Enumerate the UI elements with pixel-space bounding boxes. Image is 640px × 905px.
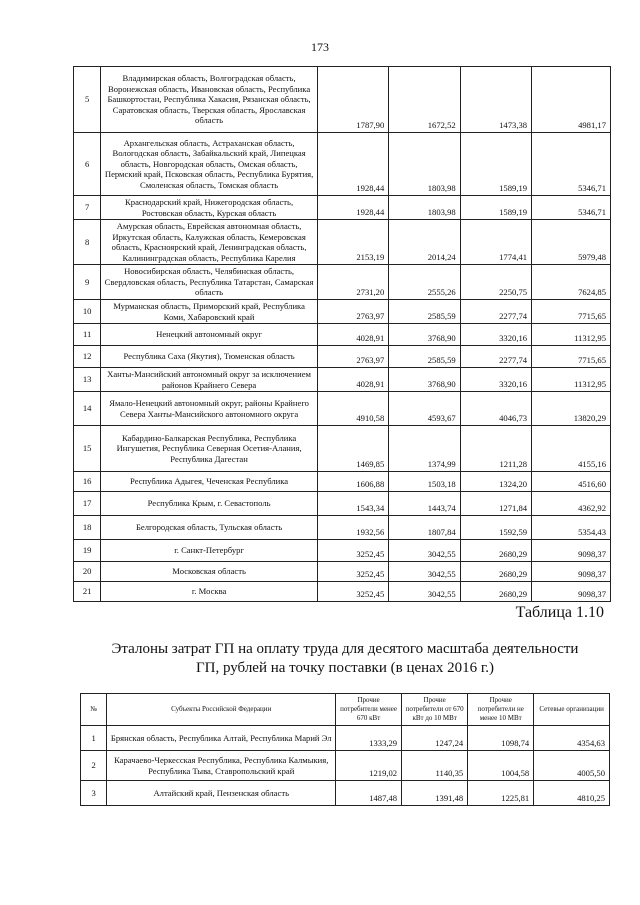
- value-cell-1: 1932,56: [317, 516, 388, 540]
- value-cell-2: 1803,98: [389, 196, 460, 220]
- value-cell-4: 11312,95: [532, 368, 611, 392]
- value-cell-2: 1803,98: [389, 133, 460, 196]
- value-cell-2: 1391,48: [402, 781, 468, 806]
- table-row: [74, 492, 611, 516]
- row-number: 2: [81, 751, 107, 781]
- row-region: Московская область: [101, 562, 318, 582]
- value-cell-1: 2153,19: [317, 220, 388, 265]
- row-number: 9: [74, 265, 101, 300]
- value-cell-1: 1928,44: [317, 133, 388, 196]
- value-cell-1: 2763,97: [317, 346, 388, 368]
- row-number: 16: [74, 472, 101, 492]
- header-col1: Прочие потребители менее 670 кВт: [336, 694, 402, 726]
- value-cell-2: 2014,24: [389, 220, 460, 265]
- value-cell-1: 3252,45: [317, 540, 388, 562]
- value-cell-2: 1443,74: [389, 492, 460, 516]
- value-cell-3: 1774,41: [460, 220, 531, 265]
- value-cell-1: 3252,45: [317, 562, 388, 582]
- table-row: [74, 67, 611, 133]
- value-cell-4: 4362,92: [532, 492, 611, 516]
- row-number: 15: [74, 426, 101, 472]
- value-cell-2: 1374,99: [389, 426, 460, 472]
- value-cell-4: 4155,16: [532, 426, 611, 472]
- value-cell-1: 2763,97: [317, 300, 388, 324]
- value-cell-3: 1324,20: [460, 472, 531, 492]
- table-row: [74, 300, 611, 324]
- value-cell-2: 1140,35: [402, 751, 468, 781]
- value-cell-4: 4354,63: [534, 726, 610, 751]
- value-cell-3: 2277,74: [460, 346, 531, 368]
- value-cell-4: 5346,71: [532, 196, 611, 220]
- value-cell-4: 13820,29: [532, 392, 611, 426]
- table-row: [74, 392, 611, 426]
- row-region: Амурская область, Еврейская автономная область, Иркутская область, Калужская область, Кемеровская область, Красноярский край, Ленинградская область, Калининградская область, Республика Карелия: [101, 220, 318, 265]
- value-cell-3: 2680,29: [460, 540, 531, 562]
- value-cell-4: 7715,65: [532, 346, 611, 368]
- row-region: г. Москва: [101, 582, 318, 602]
- value-cell-4: 5354,43: [532, 516, 611, 540]
- value-cell-2: 1247,24: [402, 726, 468, 751]
- value-cell-2: 1503,18: [389, 472, 460, 492]
- table-row: [74, 540, 611, 562]
- table-row: [81, 781, 610, 806]
- row-region: Новосибирская область, Челябинская область, Свердловская область, Республика Татарстан, Самарская область: [101, 265, 318, 300]
- value-cell-4: 4516,60: [532, 472, 611, 492]
- value-cell-1: 1606,88: [317, 472, 388, 492]
- value-cell-2: 3768,90: [389, 368, 460, 392]
- value-cell-3: 1004,58: [468, 751, 534, 781]
- value-cell-2: 4593,67: [389, 392, 460, 426]
- row-region: Республика Крым, г. Севастополь: [101, 492, 318, 516]
- row-number: 6: [74, 133, 101, 196]
- value-cell-4: 7624,85: [532, 265, 611, 300]
- page-number: 173: [311, 40, 329, 54]
- value-cell-2: 1807,84: [389, 516, 460, 540]
- value-cell-4: 11312,95: [532, 324, 611, 346]
- value-cell-1: 2731,20: [317, 265, 388, 300]
- value-cell-3: 1589,19: [460, 133, 531, 196]
- value-cell-3: 3320,16: [460, 368, 531, 392]
- value-cell-3: 1225,81: [468, 781, 534, 806]
- row-number: 21: [74, 582, 101, 602]
- value-cell-3: 1271,84: [460, 492, 531, 516]
- value-cell-3: 2680,29: [460, 562, 531, 582]
- table-row: [81, 751, 610, 781]
- table-row: [74, 582, 611, 602]
- header-col3: Прочие потребители не менее 10 МВт: [468, 694, 534, 726]
- table-row: [74, 133, 611, 196]
- value-cell-2: 2555,26: [389, 265, 460, 300]
- header-num: №: [81, 694, 107, 726]
- value-cell-2: 3042,55: [389, 540, 460, 562]
- value-cell-3: 1592,59: [460, 516, 531, 540]
- table-row: [74, 368, 611, 392]
- row-number: 7: [74, 196, 101, 220]
- header-region: Субъекты Российской Федерации: [107, 694, 336, 726]
- row-region: Ханты-Мансийский автономный округ за исключением районов Крайнего Севера: [101, 368, 318, 392]
- value-cell-4: 7715,65: [532, 300, 611, 324]
- value-cell-1: 1543,34: [317, 492, 388, 516]
- value-cell-3: 1589,19: [460, 196, 531, 220]
- value-cell-4: 4981,17: [532, 67, 611, 133]
- row-region: Владимирская область, Волгоградская область, Воронежская область, Ивановская область, Республика Башкортостан, Республика Хакасия, Рязанская область, Саратовская область, Тверская область, Ярославская область: [101, 67, 318, 133]
- row-number: 12: [74, 346, 101, 368]
- row-number: 8: [74, 220, 101, 265]
- table-title-line2: ГП, рублей на точку поставки (в ценах 2016 г.): [195, 660, 495, 676]
- row-region: Республика Саха (Якутия), Тюменская область: [101, 346, 318, 368]
- row-region: Архангельская область, Астраханская область, Вологодская область, Забайкальский край, Липецкая область, Новгородская область, Омская область, Пермский край, Псковская область, Республика Бурятия, Смоленская область, Томская область: [101, 133, 318, 196]
- table-row: [74, 324, 611, 346]
- value-cell-3: 2250,75: [460, 265, 531, 300]
- header-col2: Прочие потребители от 670 кВт до 10 МВт: [402, 694, 468, 726]
- row-region: Республика Адыгея, Чеченская Республика: [101, 472, 318, 492]
- header-col4: Сетевые организации: [534, 694, 610, 726]
- value-cell-2: 3042,55: [389, 582, 460, 602]
- table-title: [70, 640, 620, 678]
- value-cell-4: 9098,37: [532, 540, 611, 562]
- row-region: г. Санкт-Петербург: [101, 540, 318, 562]
- table-row: [74, 426, 611, 472]
- value-cell-4: 4005,50: [534, 751, 610, 781]
- value-cell-1: 4028,91: [317, 368, 388, 392]
- value-cell-4: 5346,71: [532, 133, 611, 196]
- row-number: 18: [74, 516, 101, 540]
- row-region: Ненецкий автономный округ: [101, 324, 318, 346]
- value-cell-1: 3252,45: [317, 582, 388, 602]
- table-row: [74, 265, 611, 300]
- table-row: [74, 220, 611, 265]
- table-row: [74, 196, 611, 220]
- header-row: [81, 694, 610, 726]
- value-cell-4: 5979,48: [532, 220, 611, 265]
- row-number: 11: [74, 324, 101, 346]
- value-cell-3: 2680,29: [460, 582, 531, 602]
- row-region: Белгородская область, Тульская область: [101, 516, 318, 540]
- value-cell-1: 1487,48: [336, 781, 402, 806]
- row-region: Краснодарский край, Нижегородская область, Ростовская область, Курская область: [101, 196, 318, 220]
- value-cell-2: 1672,52: [389, 67, 460, 133]
- value-cell-2: 2585,59: [389, 346, 460, 368]
- value-cell-3: 1473,38: [460, 67, 531, 133]
- row-region: Брянская область, Республика Алтай, Республика Марий Эл: [107, 726, 336, 751]
- table-row: [81, 726, 610, 751]
- row-number: 1: [81, 726, 107, 751]
- table-title-line1: Эталоны затрат ГП на оплату труда для десятого масштаба деятельности: [111, 641, 579, 657]
- data-table-1-10: [80, 693, 610, 806]
- value-cell-4: 4810,25: [534, 781, 610, 806]
- value-cell-2: 2585,59: [389, 300, 460, 324]
- table-row: [74, 562, 611, 582]
- table-row: [74, 346, 611, 368]
- value-cell-4: 9098,37: [532, 562, 611, 582]
- value-cell-1: 4910,58: [317, 392, 388, 426]
- value-cell-3: 3320,16: [460, 324, 531, 346]
- value-cell-4: 9098,37: [532, 582, 611, 602]
- row-number: 14: [74, 392, 101, 426]
- value-cell-1: 1928,44: [317, 196, 388, 220]
- value-cell-1: 1469,85: [317, 426, 388, 472]
- value-cell-1: 1787,90: [317, 67, 388, 133]
- value-cell-1: 1219,02: [336, 751, 402, 781]
- row-number: 20: [74, 562, 101, 582]
- value-cell-2: 3042,55: [389, 562, 460, 582]
- value-cell-2: 3768,90: [389, 324, 460, 346]
- row-number: 19: [74, 540, 101, 562]
- row-number: 17: [74, 492, 101, 516]
- value-cell-1: 1333,29: [336, 726, 402, 751]
- value-cell-3: 1098,74: [468, 726, 534, 751]
- row-region: Ямало-Ненецкий автономный округ, районы Крайнего Севера Ханты-Мансийского автономного округа: [101, 392, 318, 426]
- row-number: 10: [74, 300, 101, 324]
- value-cell-3: 4046,73: [460, 392, 531, 426]
- value-cell-3: 2277,74: [460, 300, 531, 324]
- row-region: Мурманская область, Приморский край, Республика Коми, Хабаровский край: [101, 300, 318, 324]
- row-number: 3: [81, 781, 107, 806]
- value-cell-1: 4028,91: [317, 324, 388, 346]
- row-region: Карачаево-Черкесская Республика, Республика Калмыкия, Республика Тыва, Ставропольский край: [107, 751, 336, 781]
- value-cell-3: 1211,28: [460, 426, 531, 472]
- table-label: Таблица 1.10: [515, 604, 604, 621]
- row-region: Алтайский край, Пензенская область: [107, 781, 336, 806]
- table-row: [74, 516, 611, 540]
- row-number: 13: [74, 368, 101, 392]
- data-table-continued: [73, 66, 611, 602]
- row-number: 5: [74, 67, 101, 133]
- row-region: Кабардино-Балкарская Республика, Республика Ингушетия, Республика Северная Осетия-Алания, Республика Дагестан: [101, 426, 318, 472]
- table-row: [74, 472, 611, 492]
